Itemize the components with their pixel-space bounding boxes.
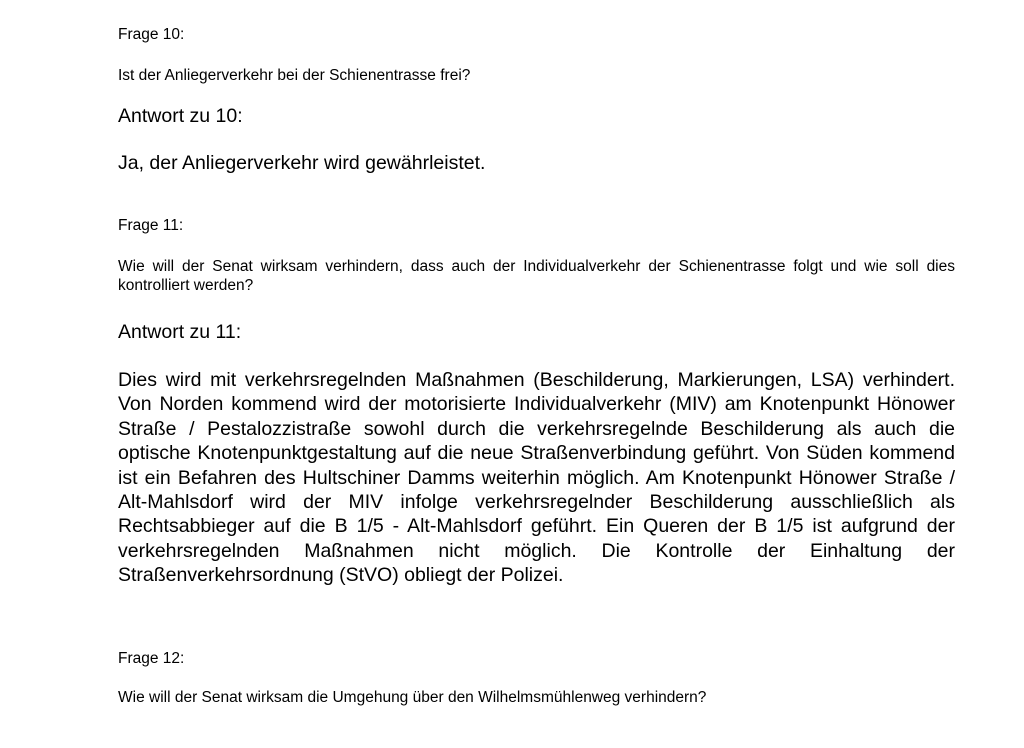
question-10-label: Frage 10: <box>118 26 185 43</box>
answer-11-label: Antwort zu 11: <box>118 321 242 343</box>
answer-10-text: Ja, der Anliegerverkehr wird gewährleistet. <box>118 152 486 174</box>
question-12-text: Wie will der Senat wirksam die Umgehung über den Wilhelmsmühlenweg verhindern? <box>118 689 707 706</box>
answer-11-text: Dies wird mit verkehrsregelnden Maßnahmen (Beschilderung, Markierungen, LSA) verhindert. Von Norden kommend wird der motorisierte Individualverkehr (MIV) am Knotenpunkt Hönower Straße / Pestalozzistraße sowohl durch die verkehrsregelnde Beschilderung als auch die optische Knotenpunktgestaltung auf die neue Straßenverbindung geführt. Von Süden kommend ist ein Befahren des Hultschiner Damms weiterhin möglich. Am Knotenpunkt Hönower Straße / Alt-Mahlsdorf wird der MIV infolge verkehrsregelnder Beschilderung ausschließlich als Rechtsabbieger auf die B 1/5 - Alt-Mahlsdorf geführt. Ein Queren der B 1/5 ist aufgrund der verkehrsregelnden Maßnahmen nicht möglich. Die Kontrolle der Einhaltung der Straßenverkehrsordnung (StVO) obliegt der Polizei. <box>118 369 955 587</box>
question-11-text: Wie will der Senat wirksam verhindern, dass auch der Individualverkehr der Schienentrasse folgt und wie soll dies kontrolliert werden? <box>118 258 955 294</box>
question-10-text: Ist der Anliegerverkehr bei der Schienentrasse frei? <box>118 67 471 84</box>
answer-10-label: Antwort zu 10: <box>118 105 243 127</box>
question-12-label: Frage 12: <box>118 650 185 667</box>
question-11-label: Frage 11: <box>118 217 184 234</box>
